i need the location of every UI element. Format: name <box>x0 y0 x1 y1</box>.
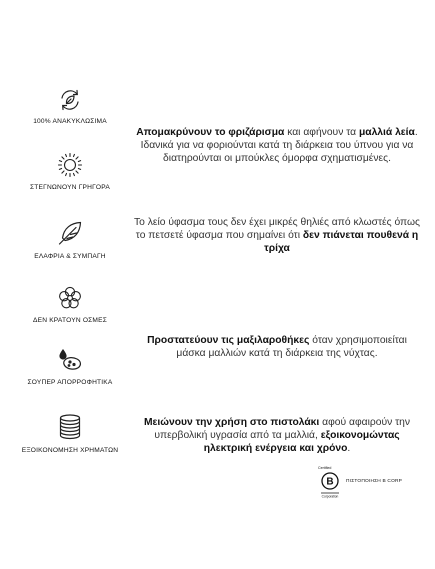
coin-stack-icon <box>55 413 85 441</box>
bcorp-logo-icon <box>319 470 341 500</box>
feature-label: 100% ΑΝΑΚΥΚΛΩΣΙΜΑ <box>33 118 107 125</box>
feature-label: ΣΤΕΓΝΩΝΟΥΝ ΓΡΗΓΟΡΑ <box>30 184 110 191</box>
flower-icon <box>57 285 83 311</box>
bcorp-badge <box>318 466 428 500</box>
feature-label: ΣΟΥΠΕΡ ΑΠΟΡΡΟΦΗΤΙΚΑ <box>27 379 113 386</box>
feature-money-saving <box>0 413 140 454</box>
recycle-leaf-icon <box>58 88 82 112</box>
description-fabric: Το λείο ύφασμα τους δεν έχει μικρές θηλιές από κλωστές όπως το πετσετέ ύφασμα που σημαίνει ότι δεν πιάνεται πουθενά η τρίχα <box>133 217 421 254</box>
bcorp-label: ΠΙΣΤΟΠΟΙΗΣΗ B CORP <box>346 479 403 484</box>
absorbent-drop-icon <box>56 347 84 373</box>
feature-absorbent <box>0 347 140 386</box>
feather-icon <box>56 219 84 247</box>
feature-recyclable <box>0 88 140 125</box>
feature-label: ΕΛΑΦΡΙΑ & ΣΥΜΠΑΓΗ <box>34 253 106 260</box>
feature-label: ΔΕΝ ΚΡΑΤΟΥΝ ΟΣΜΕΣ <box>33 317 107 324</box>
sun-icon <box>57 152 83 178</box>
svg-text:Corporation: Corporation <box>321 494 339 499</box>
feature-odor-free <box>0 285 140 324</box>
description-hairdryer: Μειώνουν την χρήση στο πιστολάκι αφού αφαιρούν την υπερβολική υγρασία από τα μαλλιά, εξοικονομώντας ηλεκτρική ενέργεια και χρόνο. <box>143 417 411 454</box>
feature-lightweight <box>0 219 140 260</box>
feature-label: ΕΞΟΙΚΟΝΟΜΗΣΗ ΧΡΗΜΑΤΩΝ <box>21 447 119 454</box>
svg-text:B: B <box>326 476 334 488</box>
feature-quick-dry <box>0 152 140 191</box>
description-frizz: Απομακρύνουν το φριζάρισμα και αφήνουν τα μαλλιά λεία. Ιδανικά για να φοριούνται κατά τη διάρκεια του ύπνου για να διατηρούνται οι μπούκλες όμορφα σχηματισμένες. <box>136 127 418 164</box>
bcorp-certified-text: Certified <box>318 466 332 470</box>
description-pillowcase: Προστατεύουν τις μαξιλαροθήκες όταν χρησιμοποιείται μάσκα μαλλιών κατά τη διάρκεια της νύχτας. <box>147 335 407 359</box>
